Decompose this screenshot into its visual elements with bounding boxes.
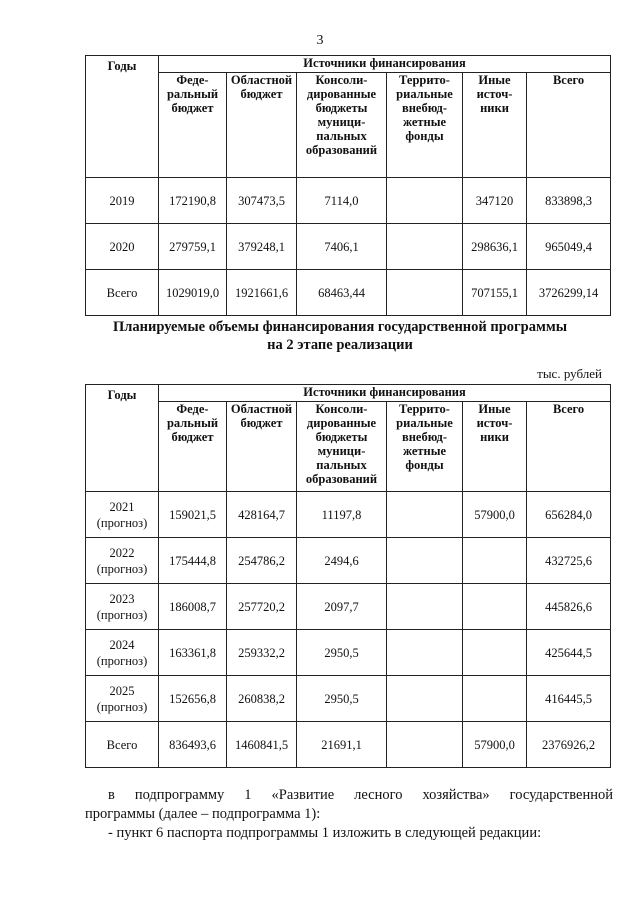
col-total: Всего [527, 73, 611, 178]
col-federal: Феде- ральный бюджет [159, 73, 227, 178]
table-row [86, 270, 611, 316]
cell-year: 2019 [86, 178, 159, 224]
cell-regional: 254786,2 [227, 538, 297, 584]
cell-municipal: 2494,6 [297, 538, 387, 584]
cell-federal: 186008,7 [159, 584, 227, 630]
cell-territorial [387, 270, 463, 316]
cell-municipal: 7114,0 [297, 178, 387, 224]
cell-territorial [387, 178, 463, 224]
cell-municipal: 2097,7 [297, 584, 387, 630]
cell-year: 2022 (прогноз) [86, 538, 159, 584]
cell-federal: 279759,1 [159, 224, 227, 270]
cell-total: 965049,4 [527, 224, 611, 270]
cell-regional: 1460841,5 [227, 722, 297, 768]
table-row [86, 722, 611, 768]
cell-total: 3726299,14 [527, 270, 611, 316]
header-sources: Источники финансирования [159, 385, 611, 402]
col-regional: Областной бюджет [227, 402, 297, 492]
header-years: Годы [86, 56, 159, 178]
cell-year: 2023 (прогноз) [86, 584, 159, 630]
financing-table-stage2 [85, 384, 611, 768]
table-row [86, 676, 611, 722]
cell-territorial [387, 224, 463, 270]
cell-federal: 175444,8 [159, 538, 227, 584]
cell-other [463, 630, 527, 676]
cell-regional: 428164,7 [227, 492, 297, 538]
cell-territorial [387, 492, 463, 538]
cell-regional: 260838,2 [227, 676, 297, 722]
cell-territorial [387, 630, 463, 676]
header-years: Годы [86, 385, 159, 492]
body-paragraph-line2: программы (далее – подпрограмма 1): [85, 806, 321, 822]
cell-other: 57900,0 [463, 492, 527, 538]
cell-year: Всего [86, 722, 159, 768]
cell-total: 2376926,2 [527, 722, 611, 768]
cell-municipal: 21691,1 [297, 722, 387, 768]
cell-total: 833898,3 [527, 178, 611, 224]
col-total: Всего [527, 402, 611, 492]
cell-other: 707155,1 [463, 270, 527, 316]
table-row [86, 178, 611, 224]
page-number: 3 [316, 33, 324, 48]
cell-other [463, 584, 527, 630]
cell-other [463, 676, 527, 722]
cell-year: Всего [86, 270, 159, 316]
cell-regional: 257720,2 [227, 584, 297, 630]
cell-total: 445826,6 [527, 584, 611, 630]
cell-municipal: 2950,5 [297, 676, 387, 722]
unit-label: тыс. рублей [537, 366, 602, 381]
cell-total: 425644,5 [527, 630, 611, 676]
cell-territorial [387, 722, 463, 768]
cell-territorial [387, 584, 463, 630]
cell-year: 2024 (прогноз) [86, 630, 159, 676]
cell-other: 57900,0 [463, 722, 527, 768]
cell-regional: 379248,1 [227, 224, 297, 270]
table2-body [86, 492, 611, 768]
col-federal: Феде- ральный бюджет [159, 402, 227, 492]
col-territorial: Террито- риальные внебюд- жетные фонды [387, 73, 463, 178]
table1-body [86, 178, 611, 316]
cell-federal: 163361,8 [159, 630, 227, 676]
col-municipal: Консоли- дированные бюджеты муници- пальных образований [297, 73, 387, 178]
section-title-line1: Планируемые объемы финансирования государственной программы [112, 319, 568, 335]
cell-other [463, 538, 527, 584]
financing-table-stage1 [85, 55, 611, 316]
cell-regional: 307473,5 [227, 178, 297, 224]
col-regional: Областной бюджет [227, 73, 297, 178]
cell-federal: 836493,6 [159, 722, 227, 768]
table-row [86, 224, 611, 270]
cell-municipal: 11197,8 [297, 492, 387, 538]
col-other: Иные источ- ники [463, 402, 527, 492]
cell-territorial [387, 538, 463, 584]
col-territorial: Террито- риальные внебюд- жетные фонды [387, 402, 463, 492]
cell-federal: 172190,8 [159, 178, 227, 224]
cell-regional: 259332,2 [227, 630, 297, 676]
cell-year: 2021 (прогноз) [86, 492, 159, 538]
header-sources: Источники финансирования [159, 56, 611, 73]
cell-total: 656284,0 [527, 492, 611, 538]
cell-other: 347120 [463, 178, 527, 224]
table-row [86, 584, 611, 630]
cell-municipal: 7406,1 [297, 224, 387, 270]
body-paragraph-line3: - пункт 6 паспорта подпрограммы 1 изложить в следующей редакции: [108, 825, 542, 841]
cell-year: 2025 (прогноз) [86, 676, 159, 722]
cell-total: 416445,5 [527, 676, 611, 722]
cell-year: 2020 [86, 224, 159, 270]
col-other: Иные источ- ники [463, 73, 527, 178]
table-row [86, 538, 611, 584]
cell-federal: 1029019,0 [159, 270, 227, 316]
table-row [86, 492, 611, 538]
cell-federal: 159021,5 [159, 492, 227, 538]
table-row [86, 630, 611, 676]
section-title-line2: на 2 этапе реализации [267, 337, 413, 353]
cell-federal: 152656,8 [159, 676, 227, 722]
cell-territorial [387, 676, 463, 722]
cell-regional: 1921661,6 [227, 270, 297, 316]
cell-municipal: 2950,5 [297, 630, 387, 676]
col-municipal: Консоли- дированные бюджеты муници- пальных образований [297, 402, 387, 492]
cell-total: 432725,6 [527, 538, 611, 584]
cell-municipal: 68463,44 [297, 270, 387, 316]
cell-other: 298636,1 [463, 224, 527, 270]
body-paragraph-line1: в подпрограмму 1 «Развитие лесного хозяйства» государственной [108, 787, 613, 803]
